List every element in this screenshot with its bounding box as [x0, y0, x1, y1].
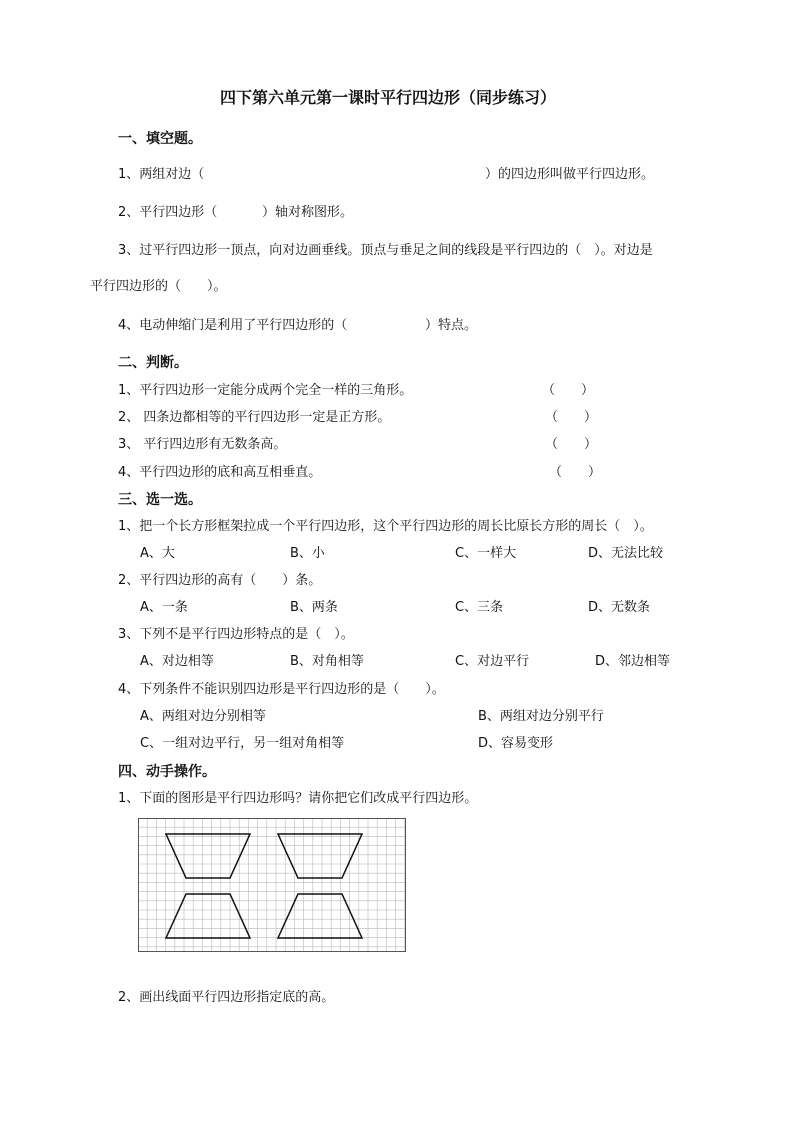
practice-q2-text: 2、画出线面平行四边形指定底的高。: [118, 990, 335, 1005]
choose-q4-option-b: B、两组对边分别平行: [478, 709, 604, 724]
choose-q3-option-c: C、对边平行: [455, 654, 530, 669]
choose-q2-option-b: B、两条: [290, 600, 338, 615]
fill-q3-line1: 3、过平行四边形一顶点，向对边画垂线。顶点与垂足之间的线段是平行四边的（ ）。对边是: [118, 243, 653, 258]
choose-q3-option-b: B、对角相等: [290, 654, 364, 669]
fill-q2-post: ）轴对称图形。: [262, 205, 354, 220]
choose-q1-option-a: A、大: [140, 546, 175, 561]
choose-q3-stem: 3、下列不是平行四边形特点的是（ ）。: [118, 627, 354, 642]
practice-q1-text: 1、下面的图形是平行四边形吗？请你把它们改成平行四边形。: [118, 791, 478, 806]
judge-item-paren: （ ）: [545, 410, 598, 425]
judge-item-paren: （ ）: [549, 465, 602, 480]
choose-q3-option-a: A、对边相等: [140, 654, 214, 669]
judge-item-paren: （ ）: [542, 383, 595, 398]
section-fill-heading: 一、填空题。: [118, 131, 202, 147]
choose-q3-option-d: D、邻边相等: [595, 654, 671, 669]
choose-q1-option-b: B、小: [290, 546, 325, 561]
page-title: 四下第六单元第一课时平行四边形（同步练习）: [220, 88, 557, 107]
choose-q4-option-a: A、两组对边分别相等: [140, 709, 266, 724]
trapezoid-grid-figure: [138, 818, 408, 954]
choose-q4-option-c: C、一组对边平行，另一组对角相等: [140, 736, 345, 751]
grid-border: [139, 819, 406, 952]
judge-item-text: 2、 四条边都相等的平行四边形一定是正方形。: [118, 410, 391, 425]
fill-q4-post: ）特点。: [425, 318, 478, 333]
fill-q4-pre: 4、电动伸缩门是利用了平行四边形的（: [118, 318, 348, 333]
choose-q4-option-d: D、容易变形: [478, 736, 554, 751]
judge-item-text: 4、平行四边形的底和高互相垂直。: [118, 465, 322, 480]
judge-item-text: 1、平行四边形一定能分成两个完全一样的三角形。: [118, 383, 413, 398]
judge-item-text: 3、 平行四边形有无数条高。: [118, 437, 287, 452]
grid-lines: [138, 818, 406, 952]
trapezoid-shape: [166, 834, 250, 878]
section-choose-heading: 三、选一选。: [118, 492, 202, 508]
section-judge-heading: 二、判断。: [118, 355, 188, 371]
choose-q1-option-d: D、无法比较: [588, 546, 664, 561]
choose-q2-option-a: A、一条: [140, 600, 188, 615]
choose-q1-stem: 1、把一个长方形框架拉成一个平行四边形，这个平行四边形的周长比原长方形的周长（ ）。: [118, 519, 653, 534]
fill-q2-pre: 2、平行四边形（: [118, 205, 218, 220]
fill-q1-post: ）的四边形叫做平行四边形。: [485, 167, 655, 182]
fill-q3-line2: 平行四边形的（ ）。: [90, 279, 227, 294]
section-practice-heading: 四、动手操作。: [118, 764, 216, 780]
choose-q2-stem: 2、平行四边形的高有（ ）条。: [118, 573, 322, 588]
fill-q1-pre: 1、两组对边（: [118, 167, 205, 182]
judge-item-paren: （ ）: [545, 437, 598, 452]
choose-q4-stem: 4、下列条件不能识别四边形是平行四边形的是（ ）。: [118, 682, 445, 697]
choose-q2-option-d: D、无数条: [588, 600, 651, 615]
choose-q2-option-c: C、三条: [455, 600, 504, 615]
choose-q1-option-c: C、一样大: [455, 546, 517, 561]
